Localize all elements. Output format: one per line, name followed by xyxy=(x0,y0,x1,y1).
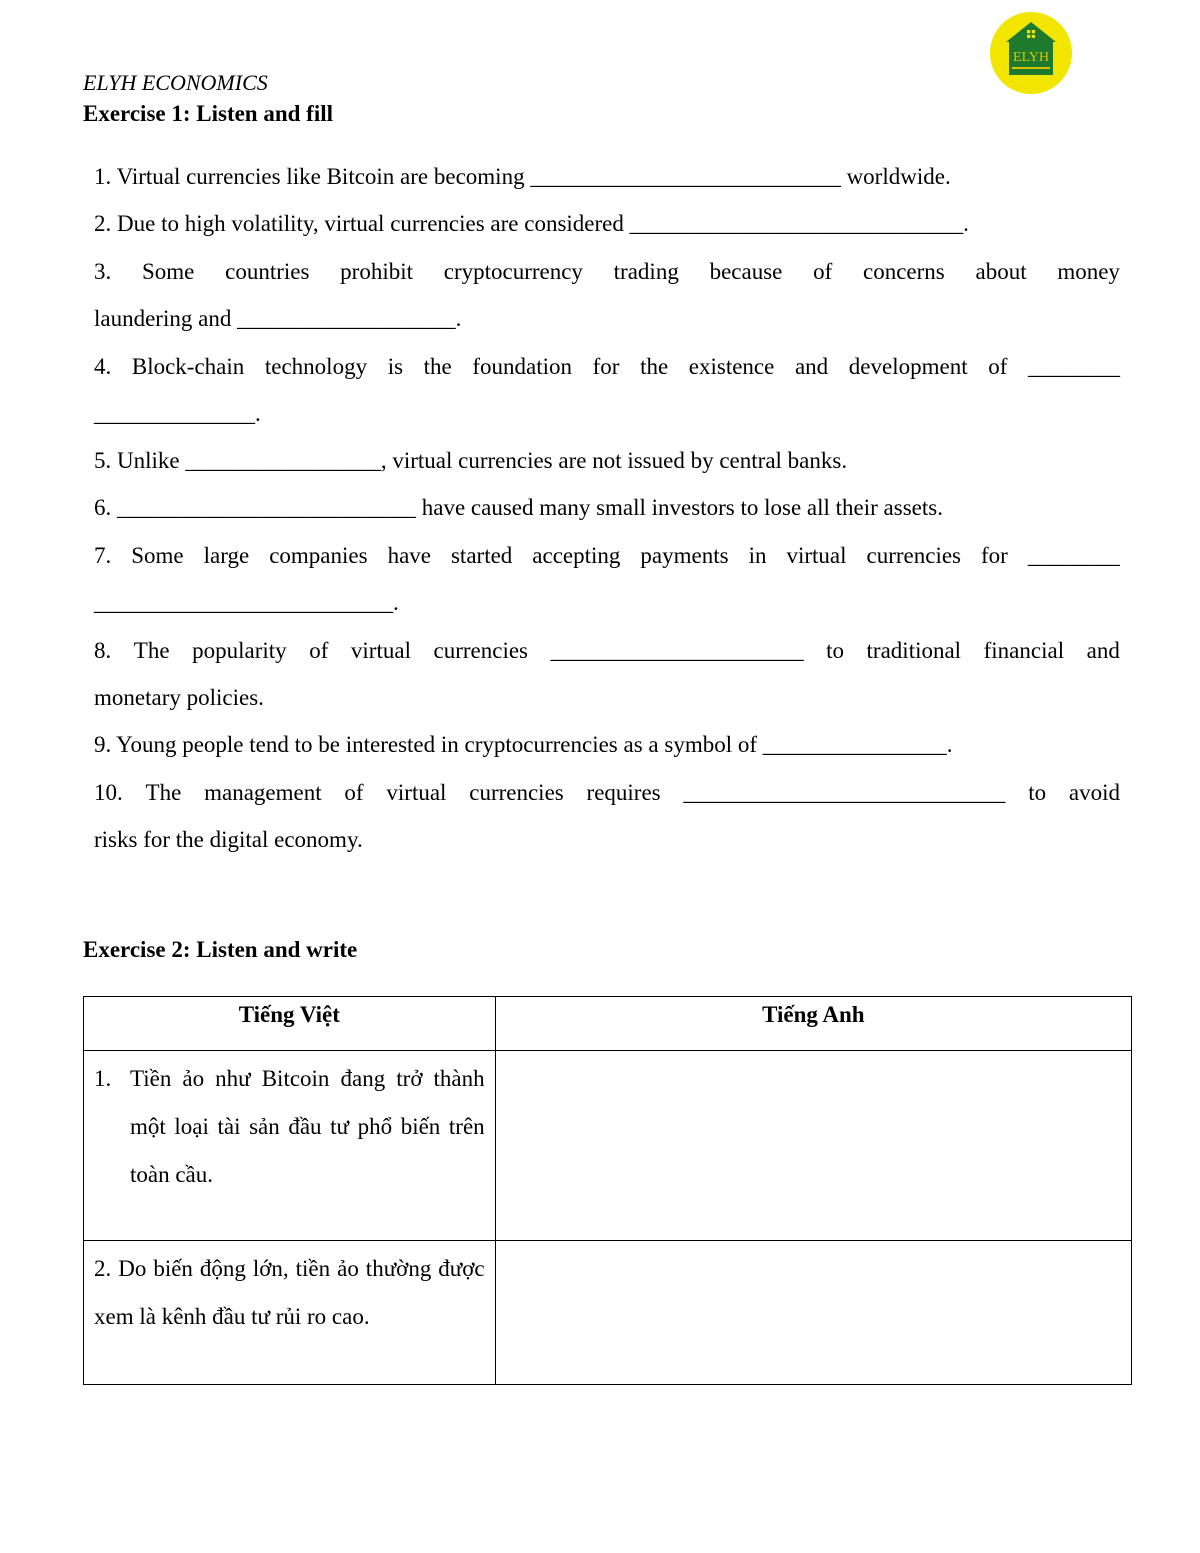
word: of xyxy=(813,259,833,284)
word: 3. xyxy=(94,259,112,284)
word: to xyxy=(826,638,844,663)
word: money xyxy=(1057,259,1120,284)
exercise2-title: Exercise 2: Listen and write xyxy=(83,937,358,962)
house-logo-icon xyxy=(990,12,1072,94)
exercise1-line: 6. __________________________ have caused many small investors to lose all their assets. xyxy=(94,495,943,520)
vietnamese-sentence: 2. Do biến động lớn, tiền ảo thường được xem là kênh đầu tư rủi ro cao. xyxy=(94,1255,485,1329)
vietnamese-cell xyxy=(84,1240,496,1384)
exercise1-line: laundering and ___________________. xyxy=(94,306,462,331)
word: ________ xyxy=(1027,354,1120,379)
word: existence xyxy=(688,354,775,379)
word: 4. xyxy=(94,354,112,379)
column-header-vietnamese: Tiếng Việt xyxy=(84,997,496,1051)
word: payments xyxy=(640,543,729,568)
word: companies xyxy=(269,543,368,568)
word: The xyxy=(145,780,182,805)
word: requires xyxy=(586,780,661,805)
english-answer xyxy=(496,1051,1131,1055)
exercise1-line xyxy=(94,353,1120,381)
exercise1-line: 1. Virtual currencies like Bitcoin are becoming ___________________________ worldwide. xyxy=(94,164,951,189)
word: concerns xyxy=(863,259,945,284)
word: popularity xyxy=(192,638,287,663)
exercise1-line xyxy=(94,542,1120,570)
word: management xyxy=(204,780,322,805)
exercise1-line: 5. Unlike _________________, virtual currencies are not issued by central banks. xyxy=(94,448,848,473)
word: virtual xyxy=(350,638,411,663)
english-answer-cell[interactable] xyxy=(495,1240,1131,1384)
word: for xyxy=(981,543,1008,568)
word: currencies xyxy=(469,780,564,805)
word: countries xyxy=(225,259,310,284)
exercise1-line xyxy=(94,258,1120,286)
exercise1-line: __________________________. xyxy=(94,590,399,615)
table-row xyxy=(84,1051,1132,1240)
english-answer xyxy=(496,1241,1131,1245)
word: ________ xyxy=(1027,543,1120,568)
word: have xyxy=(387,543,431,568)
word: ______________________ xyxy=(550,638,804,663)
exercise1-line xyxy=(94,637,1120,665)
item-number: 1. xyxy=(94,1066,112,1092)
word: technology xyxy=(264,354,368,379)
english-answer-cell[interactable] xyxy=(495,1051,1131,1240)
exercise1-line xyxy=(94,779,1120,807)
word: currencies xyxy=(433,638,529,663)
word: and xyxy=(1086,638,1120,663)
word: avoid xyxy=(1068,780,1120,805)
brand-name: ELYH ECONOMICS xyxy=(83,70,268,95)
word: Block-chain xyxy=(131,354,245,379)
word: of xyxy=(344,780,364,805)
word: ____________________________ xyxy=(683,780,1006,805)
word: large xyxy=(203,543,250,568)
word: trading xyxy=(613,259,679,284)
word: traditional xyxy=(866,638,962,663)
elyh-logo xyxy=(990,12,1072,94)
word: of xyxy=(309,638,329,663)
word: about xyxy=(975,259,1027,284)
exercise1-line: risks for the digital economy. xyxy=(94,827,363,852)
word: accepting xyxy=(532,543,621,568)
word: financial xyxy=(983,638,1065,663)
word: 7. xyxy=(94,543,112,568)
exercise1-line: monetary policies. xyxy=(94,685,264,710)
word: virtual xyxy=(786,543,847,568)
word: Some xyxy=(141,259,195,284)
word: Some xyxy=(131,543,184,568)
word: foundation xyxy=(472,354,573,379)
word: to xyxy=(1028,780,1047,805)
translation-table xyxy=(83,996,1132,1385)
exercise1-line: 2. Due to high volatility, virtual currencies are considered _____________________________. xyxy=(94,211,969,236)
word: the xyxy=(640,354,669,379)
table-row xyxy=(84,1240,1132,1384)
word: is xyxy=(387,354,404,379)
word: 10. xyxy=(94,780,123,805)
word: the xyxy=(423,354,452,379)
table-header-row xyxy=(84,997,1132,1051)
word: for xyxy=(592,354,620,379)
word: in xyxy=(748,543,767,568)
exercise1-line: 9. Young people tend to be interested in cryptocurrencies as a symbol of ________________. xyxy=(94,732,953,757)
column-header-english: Tiếng Anh xyxy=(495,997,1131,1051)
vietnamese-sentence: Tiền ảo như Bitcoin đang trở thành một loại tài sản đầu tư phổ biến trên toàn cầu. xyxy=(130,1066,485,1188)
word: because xyxy=(709,259,783,284)
word: 8. xyxy=(94,638,112,663)
word: of xyxy=(988,354,1008,379)
logo-text: ELYH xyxy=(1013,50,1049,65)
word: virtual xyxy=(386,780,447,805)
word: prohibit xyxy=(340,259,413,284)
exercise1-title: Exercise 1: Listen and fill xyxy=(83,101,334,126)
word: currencies xyxy=(866,543,962,568)
word: The xyxy=(133,638,170,663)
exercise1-line: ______________. xyxy=(94,401,261,426)
word: started xyxy=(450,543,513,568)
word: cryptocurrency xyxy=(443,259,583,284)
word: and xyxy=(794,354,829,379)
vietnamese-cell xyxy=(84,1051,496,1240)
word: development xyxy=(848,354,968,379)
